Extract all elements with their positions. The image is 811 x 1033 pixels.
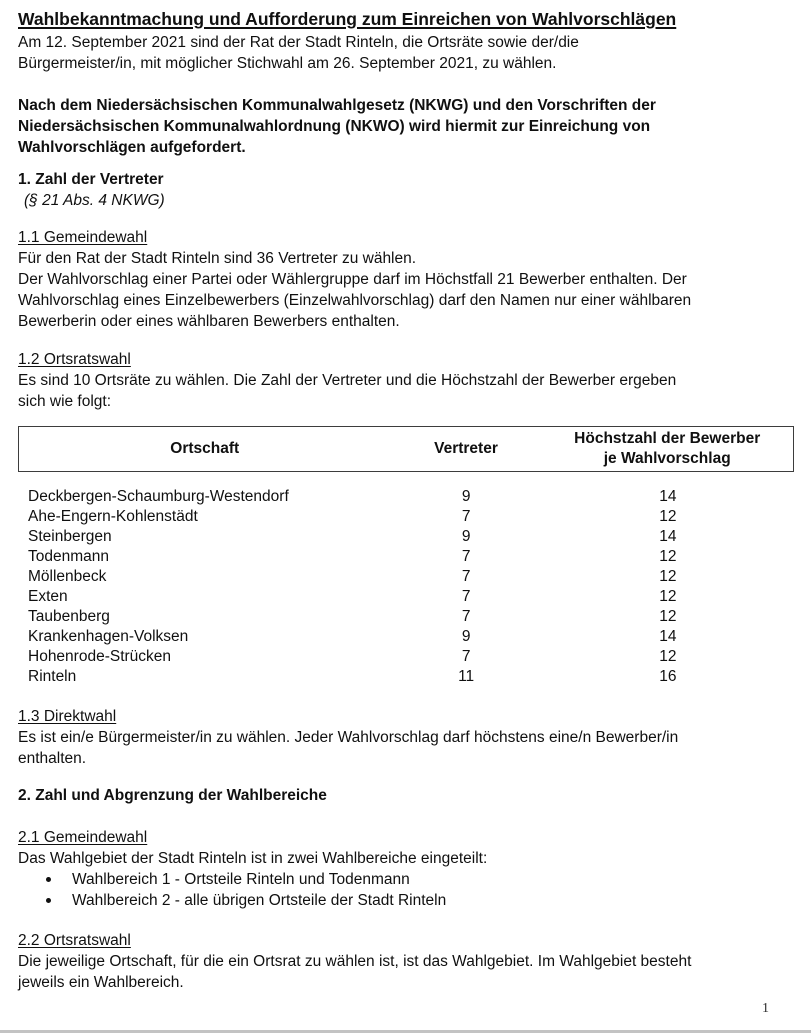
text-line: Der Wahlvorschlag einer Partei oder Wählergruppe darf im Höchstfall 21 Bewerber enthalten. Der (18, 271, 687, 288)
text-line: Wahlvorschlägen aufgefordert. (18, 139, 246, 156)
wahlbereich-list-item: Wahlbereich 1 - Ortsteile Rinteln und Todenmann (18, 869, 794, 890)
section-1-1-body (18, 248, 794, 332)
document-title: Wahlbekanntmachung und Aufforderung zum Einreichen von Wahlvorschlägen (18, 9, 677, 29)
cell-hoechstzahl: 12 (659, 508, 677, 525)
section-1-3-heading: 1.3 Direktwahl (18, 708, 117, 725)
cell-vertreter: 7 (461, 548, 471, 565)
table-body (18, 487, 794, 687)
section-2-1-body: Das Wahlgebiet der Stadt Rinteln ist in zwei Wahlbereiche eingeteilt: (18, 850, 488, 867)
cell-ortschaft: Exten (28, 588, 68, 605)
cell-ortschaft: Hohenrode-Strücken (28, 648, 172, 665)
table-row (18, 567, 794, 587)
cell-vertreter: 7 (461, 648, 471, 665)
wahlbereich-list-item: Wahlbereich 2 - alle übrigen Ortsteile der Stadt Rinteln (18, 890, 794, 911)
legal-notice-paragraph (18, 95, 794, 158)
table-row (18, 487, 794, 507)
cell-hoechstzahl: 12 (659, 548, 677, 565)
text-line: Nach dem Niedersächsischen Kommunalwahlgesetz (NKWG) und den Vorschriften der (18, 97, 656, 114)
table-row (18, 627, 794, 647)
text-line: Die jeweilige Ortschaft, für die ein Ortsrat zu wählen ist, ist das Wahlgebiet. Im Wahlgebiet besteht (18, 953, 692, 970)
section-2-2-body (18, 951, 794, 993)
section-1-3-body (18, 727, 794, 769)
wahlbereich-list (18, 869, 794, 911)
text-line: Es ist ein/e Bürgermeister/in zu wählen. Jeder Wahlvorschlag darf höchstens eine/n Bewerber/in (18, 729, 679, 746)
table-header-row (18, 426, 794, 472)
intro-paragraph (18, 32, 794, 74)
cell-vertreter: 9 (461, 488, 471, 505)
text-line: Wahlvorschlag eines Einzelbewerbers (Einzelwahlvorschlag) darf den Namen nur einer wählbaren (18, 292, 692, 309)
text-line: jeweils ein Wahlbereich. (18, 974, 184, 991)
cell-hoechstzahl: 12 (659, 608, 677, 625)
cell-hoechstzahl: 12 (659, 568, 677, 585)
table-row (18, 527, 794, 547)
cell-vertreter: 11 (458, 668, 475, 685)
ortsrat-table (18, 426, 794, 687)
cell-vertreter: 9 (461, 528, 471, 545)
section-2-1-heading: 2.1 Gemeindewahl (18, 829, 148, 846)
column-header-ortschaft: Ortschaft (170, 440, 240, 457)
text-line: sich wie folgt: (18, 393, 112, 410)
section-1-2-body (18, 370, 794, 412)
page-number: 1 (762, 1001, 769, 1016)
cell-ortschaft: Ahe-Engern-Kohlenstädt (28, 508, 198, 525)
cell-ortschaft: Todenmann (28, 548, 110, 565)
cell-ortschaft: Deckbergen-Schaumburg-Westendorf (28, 488, 289, 505)
text-line: Es sind 10 Ortsräte zu wählen. Die Zahl der Vertreter und die Höchstzahl der Bewerber ergeben (18, 372, 677, 389)
cell-ortschaft: Krankenhagen-Volksen (28, 628, 189, 645)
cell-vertreter: 7 (461, 588, 471, 605)
column-header-hoechstzahl-text: Höchstzahl der Bewerber je Wahlvorschlag (574, 430, 761, 467)
cell-hoechstzahl: 14 (659, 528, 677, 545)
section-1-heading: 1. Zahl der Vertreter (18, 171, 164, 188)
table-row (18, 667, 794, 687)
cell-hoechstzahl: 14 (659, 628, 677, 645)
cell-ortschaft: Taubenberg (28, 608, 110, 625)
table-row (18, 607, 794, 627)
cell-hoechstzahl: 16 (659, 668, 677, 685)
section-2-2-heading: 2.2 Ortsratswahl (18, 932, 131, 949)
table-row (18, 587, 794, 607)
column-header-hoechstzahl (541, 429, 793, 469)
cell-vertreter: 7 (461, 568, 471, 585)
text-line: Für den Rat der Stadt Rinteln sind 36 Vertreter zu wählen. (18, 250, 417, 267)
cell-hoechstzahl: 14 (659, 488, 677, 505)
section-1-1-heading: 1.1 Gemeindewahl (18, 229, 148, 246)
column-header-vertreter: Vertreter (434, 440, 498, 457)
cell-ortschaft: Möllenbeck (28, 568, 107, 585)
text-line: Bewerberin oder eines wählbaren Bewerbers enthalten. (18, 313, 400, 330)
section-1-2-heading: 1.2 Ortsratswahl (18, 351, 131, 368)
cell-vertreter: 9 (461, 628, 471, 645)
text-line: Niedersächsischen Kommunalwahlordnung (NKWO) wird hiermit zur Einreichung von (18, 118, 651, 135)
cell-vertreter: 7 (461, 608, 471, 625)
cell-hoechstzahl: 12 (659, 648, 677, 665)
law-reference: (§ 21 Abs. 4 NKWG) (24, 192, 165, 209)
table-row (18, 547, 794, 567)
text-line: Am 12. September 2021 sind der Rat der Stadt Rinteln, die Ortsräte sowie der/die (18, 34, 579, 51)
table-row (18, 507, 794, 527)
section-2-heading: 2. Zahl und Abgrenzung der Wahlbereiche (18, 787, 327, 804)
text-line: Bürgermeister/in, mit möglicher Stichwahl am 26. September 2021, zu wählen. (18, 55, 557, 72)
cell-ortschaft: Rinteln (28, 668, 77, 685)
text-line: enthalten. (18, 750, 87, 767)
cell-ortschaft: Steinbergen (28, 528, 112, 545)
cell-vertreter: 7 (461, 508, 471, 525)
cell-hoechstzahl: 12 (659, 588, 677, 605)
table-row (18, 647, 794, 667)
